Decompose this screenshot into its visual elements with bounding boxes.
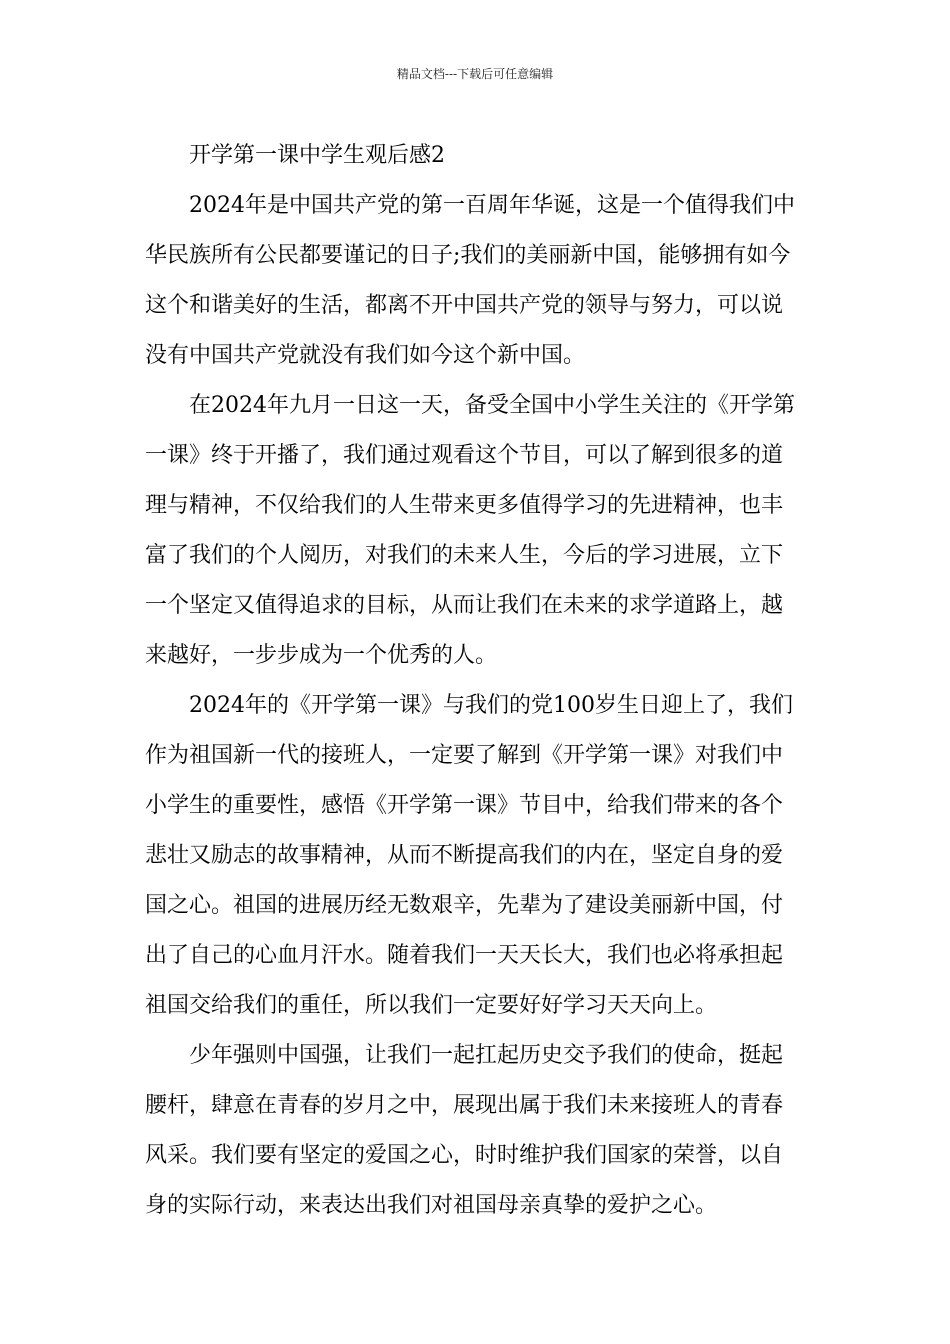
paragraph-line: 2024年是中国共产党的第一百周年华诞，这是一个值得我们中 (189, 193, 795, 218)
paragraph-line: 身的实际行动，来表达出我们对祖国母亲真挚的爱护之心。 (145, 1193, 718, 1218)
paragraph-line: 祖国交给我们的重任，所以我们一定要好好学习天天向上。 (145, 993, 718, 1018)
paragraph-line: 在2024年九月一日这一天，备受全国中小学生关注的《开学第 (189, 393, 795, 418)
paragraph (145, 381, 807, 681)
paragraph-line: 出了自己的心血月汗水。随着我们一天天长大，我们也必将承担起 (145, 943, 784, 968)
paragraph-line: 悲壮又励志的故事精神，从而不断提高我们的内在，坚定自身的爱 (145, 843, 784, 868)
paragraph-line: 国之心。祖国的进展历经无数艰辛，先辈为了建设美丽新中国，付 (145, 893, 784, 918)
paragraph (145, 1031, 807, 1231)
paragraph-line: 小学生的重要性，感悟《开学第一课》节目中，给我们带来的各个 (145, 793, 784, 818)
document-title: 开学第一课中学生观后感2 (189, 143, 445, 168)
paragraph-line: 作为祖国新一代的接班人，一定要了解到《开学第一课》对我们中 (145, 743, 784, 768)
page-header: 精品文档---下载后可任意编辑 (396, 67, 554, 81)
paragraph (145, 181, 807, 381)
document-body (145, 131, 807, 1231)
paragraph-line: 理与精神，不仅给我们的人生带来更多值得学习的先进精神，也丰 (145, 493, 784, 518)
paragraph-line: 腰杆，肆意在青春的岁月之中，展现出属于我们未来接班人的青春 (145, 1093, 784, 1118)
paragraph-line: 这个和谐美好的生活，都离不开中国共产党的领导与努力，可以说 (145, 293, 784, 318)
paragraph-line: 华民族所有公民都要谨记的日子;我们的美丽新中国，能够拥有如今 (145, 243, 791, 268)
paragraph-line: 一个坚定又值得追求的目标，从而让我们在未来的求学道路上，越 (145, 593, 784, 618)
paragraph-line: 2024年的《开学第一课》与我们的党100岁生日迎上了，我们 (189, 693, 793, 718)
paragraph-line: 没有中国共产党就没有我们如今这个新中国。 (145, 343, 586, 368)
paragraph-line: 一课》终于开播了，我们通过观看这个节目，可以了解到很多的道 (145, 443, 784, 468)
paragraph (145, 681, 807, 1031)
paragraph-line: 风采。我们要有坚定的爱国之心，时时维护我们国家的荣誉，以自 (145, 1143, 784, 1168)
paragraph-line: 少年强则中国强，让我们一起扛起历史交予我们的使命，挺起 (189, 1043, 784, 1068)
paragraph-line: 来越好，一步步成为一个优秀的人。 (145, 643, 498, 668)
paragraph-line: 富了我们的个人阅历，对我们的未来人生，今后的学习进展，立下 (145, 543, 784, 568)
